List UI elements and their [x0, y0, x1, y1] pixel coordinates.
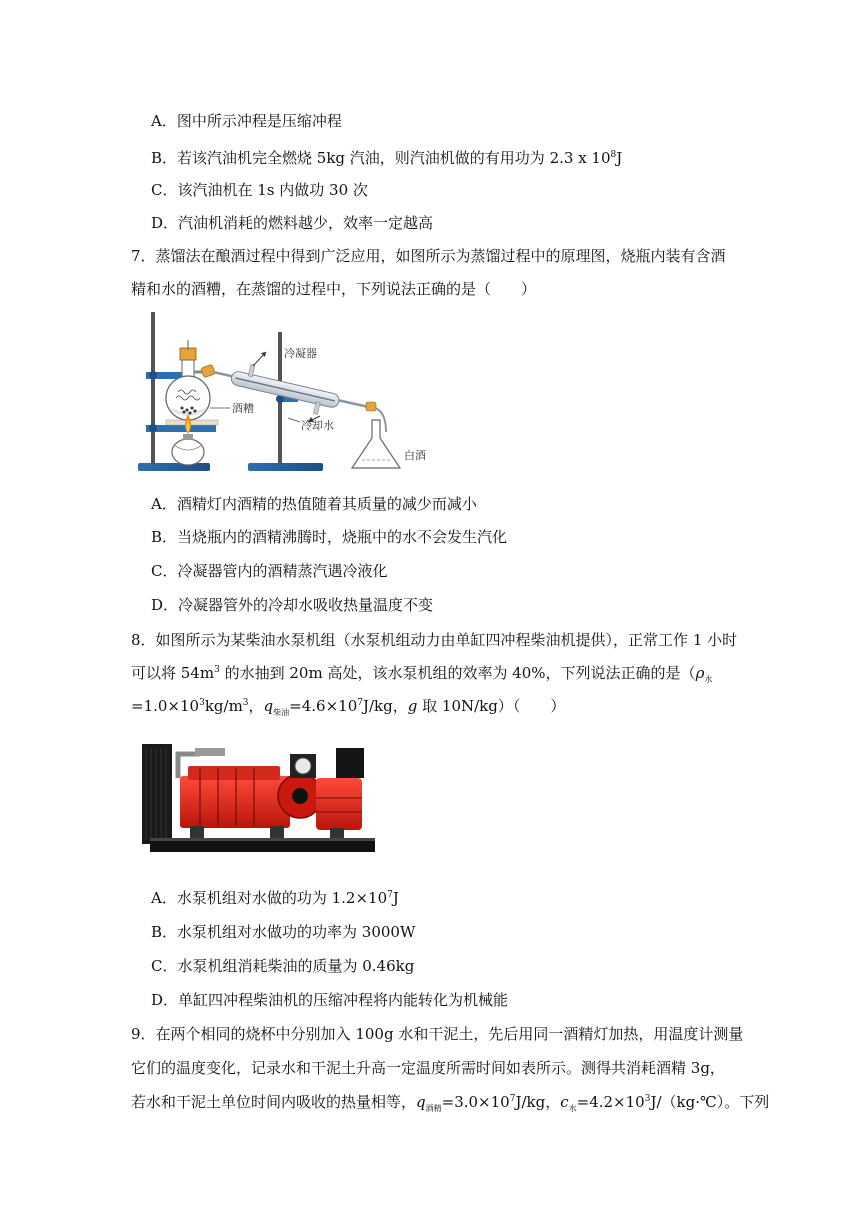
right-stand-base [248, 463, 323, 471]
q8-stem-line1: 8．如图所示为某柴油水泵机组（水泵机组动力由单缸四冲程柴油机提供），正常工作 1 小时 [131, 631, 738, 649]
label-liquor: 白酒 [404, 449, 426, 462]
q7-option-a: A．酒精灯内酒精的热值随着其质量的减少而减小 [151, 495, 477, 513]
q8-option-c: C．水泵机组消耗柴油的质量为 0.46kg [151, 957, 415, 975]
q6-option-a: A．图中所示冲程是压缩冲程 [151, 112, 342, 130]
q8-option-a: A．水泵机组对水做的功为 $1.2\times 10^7J$ [151, 889, 399, 907]
q7-option-c: C．冷凝器管内的酒精蒸汽遇冷液化 [151, 562, 388, 580]
control-box [336, 748, 364, 778]
q7-stem-line2: 精和水的酒糟，在蒸馏的过程中，下列说法正确的是（ ） [131, 280, 537, 298]
diesel-pump-figure [140, 738, 378, 860]
q6-option-b: B．若该汽油机完全燃烧 5kg 汽油，则汽油机做的有用功为 2.3 x $10^8J$ [151, 149, 623, 167]
left-stand-base [138, 463, 210, 471]
q6-option-d: D．汽油机消耗的燃料越少，效率一定越高 [151, 214, 434, 232]
wire-gauze [166, 420, 218, 425]
label-condenser: 冷凝器 [284, 347, 317, 360]
engine-block [180, 776, 290, 828]
distillation-figure [138, 310, 438, 480]
generator-body [316, 778, 362, 830]
q9-stem-line1: 9．在两个相同的烧杯中分别加入 100g 水和干泥土，先后用同一酒精灯加热，用温度计测量 [131, 1025, 744, 1043]
q8-option-d: D．单缸四冲程柴油机的压缩冲程将内能转化为机械能 [151, 991, 509, 1009]
label-mash: 酒糟 [232, 402, 254, 415]
left-stand-rod [151, 312, 155, 464]
q9-stem-line3: 若水和干泥土单位时间内吸收的热量相等，$q_{酒精}=3.0\times 10^7J/kg$，$c_水=4.2\times 10^3J/(kg\cdot℃)$。下列 [131, 1093, 770, 1113]
alcohol-lamp [172, 439, 204, 465]
q8-stem-line3: $=1.0\times 10^3kg/m^3$，$q_{柴油}=4.6\times 10^7J/kg$，g 取 10N/kg）（ ） [131, 697, 566, 717]
q7-stem-line1: 7．蒸馏法在酿酒过程中得到广泛应用，如图所示为蒸馏过程中的原理图，烧瓶内装有含酒 [131, 247, 726, 265]
q8-stem-line2: 可以将 $54m^3$ 的水抽到 20m 高处，该水泵机组的效率为 40%，下列说法正确的是（$\rho_水$ [131, 664, 713, 684]
label-cooling-water: 冷却水 [301, 419, 334, 432]
q6-option-c: C．该汽油机在 1s 内做功 30 次 [151, 181, 368, 199]
q9-stem-line2: 它们的温度变化，记录水和干泥土升高一定温度所需时间如表所示。测得共消耗酒精 3g， [131, 1059, 725, 1077]
receiving-flask [352, 420, 400, 468]
q7-option-b: B．当烧瓶内的酒精沸腾时，烧瓶中的水不会发生汽化 [151, 528, 508, 546]
q7-option-d: D．冷凝器管外的冷却水吸收热量温度不变 [151, 596, 434, 614]
q8-option-b: B．水泵机组对水做功的功率为 3000W [151, 923, 416, 941]
